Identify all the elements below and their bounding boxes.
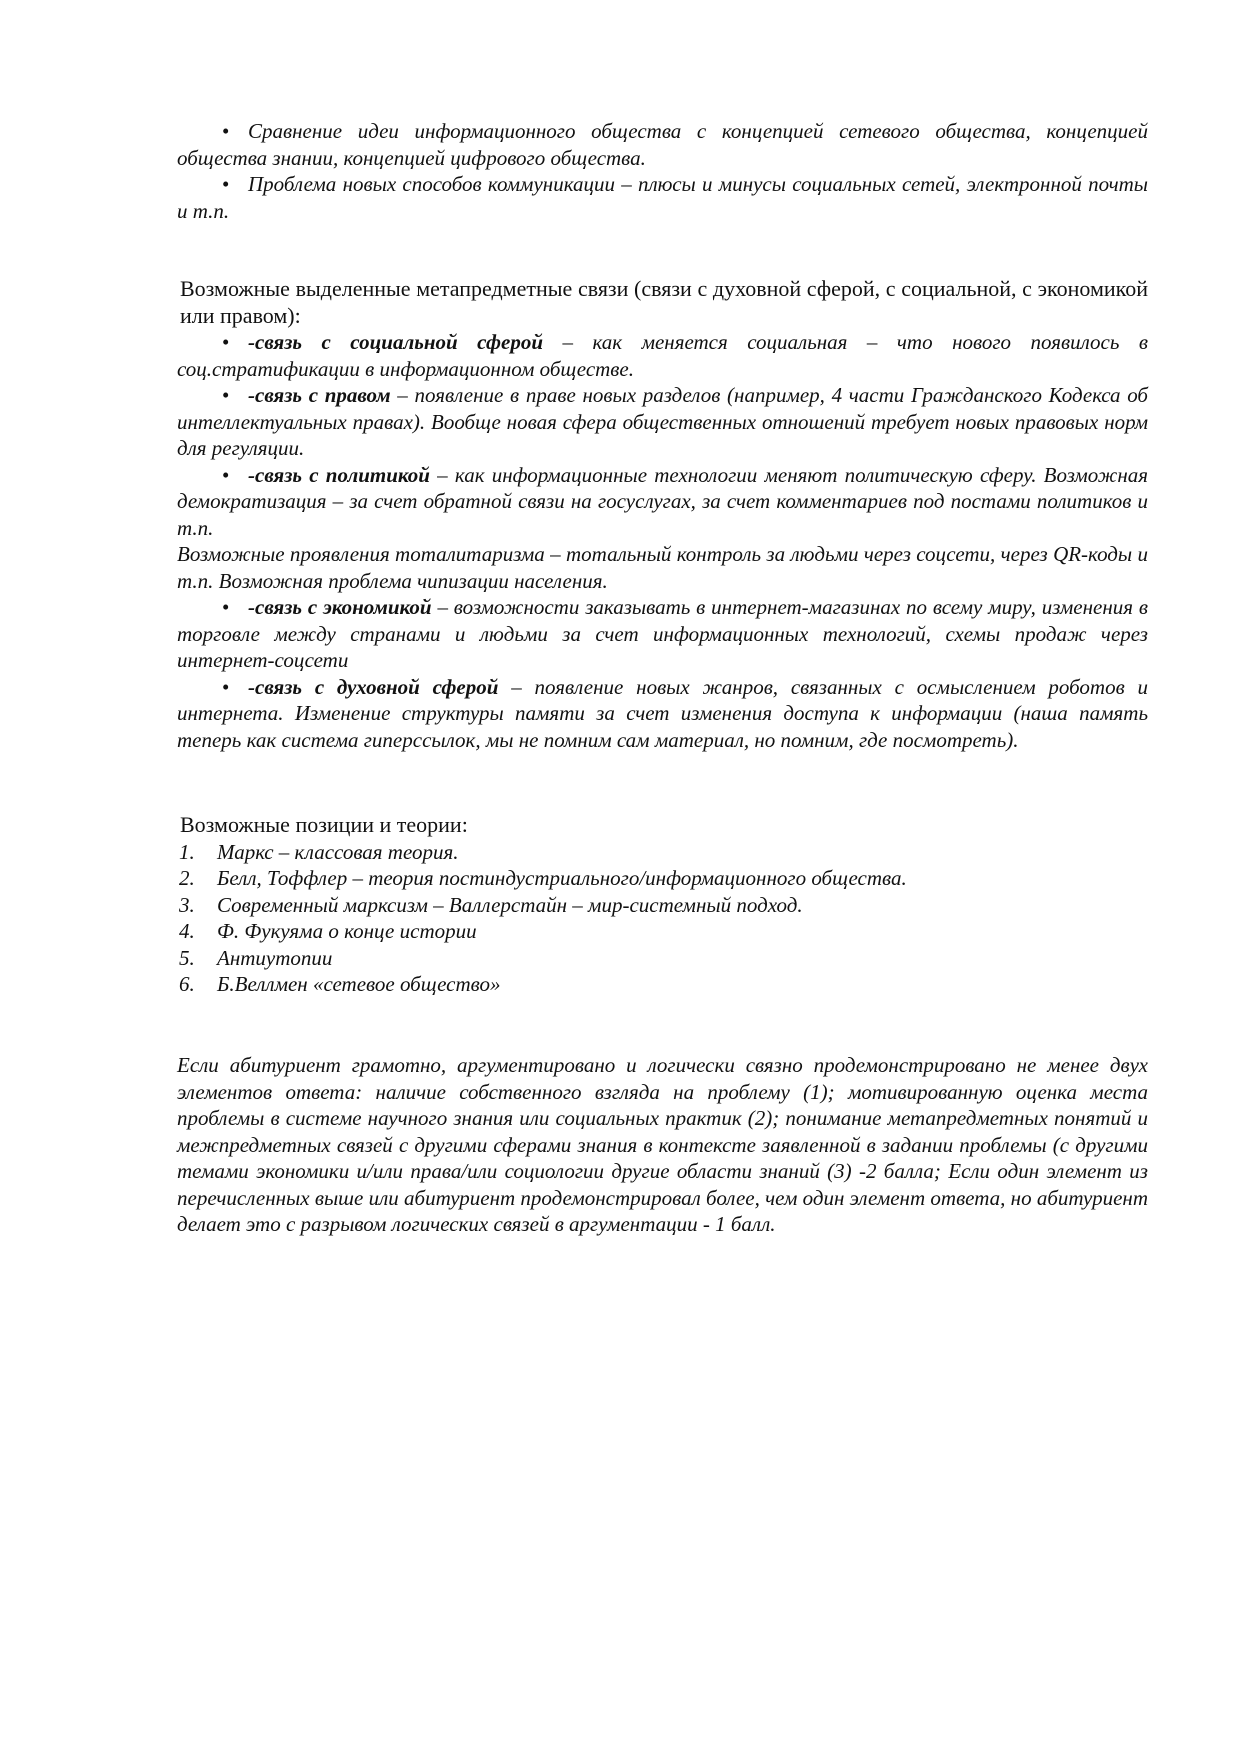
criteria-text: Если абитуриент грамотно, аргументировано и логически связно продемонстрировано не менее двух элементов ответа: наличие собственного взгляда на проблему (1); мотивированную оценка места проблемы в системе научного знания или социальных практик (2); понимание метапредметных понятий и межпредметных связей с другими сферами знания в контексте заявленной в задании проблемы (с другими темами экономики и/или права/или социологии другие области знаний (3) -2 балла; Если один элемент из перечисленных выше или абитуриент продемонстрировал более, чем один элемент ответа, но абитуриент делает это с разрывом логических связей в аргументации - 1 балл. bbox=[177, 1053, 1148, 1236]
meta-item-title: -связь с духовной сферой bbox=[248, 674, 499, 699]
theory-number: 2. bbox=[179, 866, 195, 890]
bullet-item bbox=[177, 171, 1148, 224]
bullet-text: Сравнение идеи информационного общества с концепцией сетевого общества, концепцией общества знании, концепцией цифрового общества. bbox=[177, 119, 1148, 170]
theory-text: Современный марксизм – Валлерстайн – мир-системный подход. bbox=[217, 892, 803, 917]
theories-list bbox=[177, 839, 1148, 998]
meta-item-title: -связь с социальной сферой bbox=[248, 330, 543, 354]
theory-number: 1. bbox=[179, 839, 195, 864]
bullet-dot: • bbox=[222, 674, 230, 699]
meta-item-title: -связь с правом bbox=[248, 383, 391, 407]
meta-item bbox=[177, 329, 1148, 382]
theory-text: Маркс – классовая теория. bbox=[217, 839, 459, 864]
theory-number: 4. bbox=[179, 919, 195, 943]
meta-item-text: – как информационные технологии меняют политическую сферу. Возможная демократизация – за счет обратной связи на госуслугах, за счет комментариев под постами политиков и т.п. bbox=[177, 462, 1148, 540]
meta-item-text: – появление в праве новых разделов (например, 4 части Гражданского Кодекса об интеллектуальных правах). Вообще новая сфера общественных отношений требует новых правовых норм для регуляции. bbox=[177, 383, 1148, 460]
meta-heading: Возможные выделенные метапредметные связи (связи с духовной сферой, с социальной, с экономикой или правом): bbox=[180, 276, 1148, 328]
meta-item-text: – как меняется социальная – что нового появилось в соц.стратификации в информационном обществе. bbox=[177, 330, 1148, 381]
meta-item-text: – возможности заказывать в интернет-магазинах по всему миру, изменения в торговле между странами и людьми за счет информационных технологий, схемы продаж через интернет-соцсети bbox=[177, 595, 1148, 672]
theory-item bbox=[177, 971, 1148, 998]
theory-number: 5. bbox=[179, 945, 195, 970]
bullet-dot: • bbox=[222, 330, 230, 354]
theory-text: Антиутопии bbox=[217, 945, 333, 970]
bullet-dot: • bbox=[222, 172, 230, 196]
criteria-paragraph bbox=[177, 1052, 1148, 1238]
meta-item bbox=[177, 382, 1148, 462]
theory-item bbox=[177, 839, 1148, 866]
theory-text: Ф. Фукуяма о конце истории bbox=[217, 919, 477, 943]
meta-item bbox=[177, 594, 1148, 674]
meta-section bbox=[177, 276, 1148, 753]
meta-item-title: -связь с политикой bbox=[248, 462, 430, 487]
theory-text: Б.Веллмен «сетевое общество» bbox=[217, 972, 501, 996]
theory-item bbox=[177, 945, 1148, 972]
bullet-dot: • bbox=[222, 119, 230, 143]
theories-section bbox=[177, 812, 1148, 998]
theory-text: Белл, Тоффлер – теория постиндустриального/информационного общества. bbox=[217, 866, 907, 890]
bullet-item bbox=[177, 118, 1148, 171]
politics-extra: Возможные проявления тоталитаризма – тотальный контроль за людьми через соцсети, через QR-коды и т.п. Возможная проблема чипизации населения. bbox=[177, 542, 1148, 593]
theory-number: 6. bbox=[179, 972, 195, 996]
bullet-dot: • bbox=[222, 383, 230, 407]
theories-heading: Возможные позиции и теории: bbox=[180, 812, 468, 837]
bullet-dot: • bbox=[222, 595, 230, 619]
meta-item-text: – появление новых жанров, связанных с осмыслением роботов и интернета. Изменение структуры памяти за счет изменения доступа к информации (наша память теперь как система гиперссылок, мы не помним сам материал, но помним, где посмотреть). bbox=[177, 674, 1148, 752]
bullet-dot: • bbox=[222, 462, 230, 487]
theory-item bbox=[177, 865, 1148, 892]
top-bullets bbox=[177, 118, 1148, 224]
theory-number: 3. bbox=[179, 892, 195, 917]
meta-item bbox=[177, 462, 1148, 542]
meta-item-title: -связь с экономикой bbox=[248, 595, 432, 619]
bullet-text: Проблема новых способов коммуникации – плюсы и минусы социальных сетей, электронной почты и т.п. bbox=[177, 172, 1148, 223]
theory-item bbox=[177, 918, 1148, 945]
meta-item bbox=[177, 674, 1148, 754]
theory-item bbox=[177, 892, 1148, 919]
